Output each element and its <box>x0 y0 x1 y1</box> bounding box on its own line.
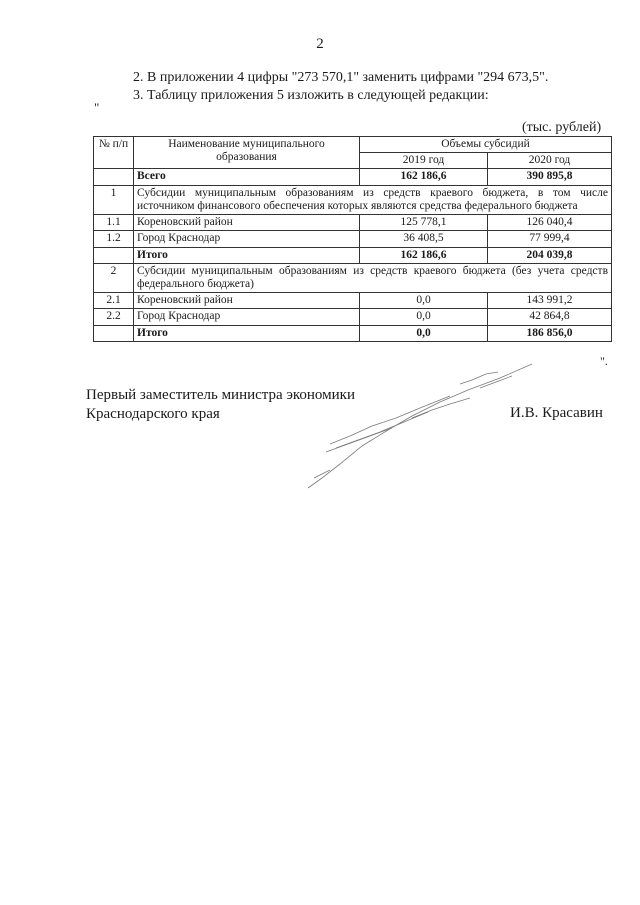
paragraph-item-3: 3. Таблицу приложения 5 изложить в следующей редакции: <box>133 88 489 103</box>
row-2020: 143 991,2 <box>488 293 612 309</box>
row-name: Город Краснодар <box>134 231 360 247</box>
row-num: 1.2 <box>94 231 134 247</box>
section-1-num: 1 <box>94 185 134 214</box>
row-num: 1.1 <box>94 215 134 231</box>
table-row <box>94 293 612 309</box>
signer-title-line-1: Первый заместитель министра экономики <box>86 387 355 403</box>
row-name: Город Краснодар <box>134 309 360 325</box>
header-year-2019: 2019 год <box>360 153 488 169</box>
table-row <box>94 231 612 247</box>
signer-name: И.В. Красавин <box>510 405 603 421</box>
row-2019: 0,0 <box>360 309 488 325</box>
row-num: 2.2 <box>94 309 134 325</box>
subtotal-2019: 0,0 <box>360 325 488 341</box>
section-1-text: Субсидии муниципальным образованиям из средств краевого бюджета, в том числе источником финансового обеспечения которых являются средства федерального бюджета <box>134 185 612 214</box>
closing-quote: ". <box>600 354 608 368</box>
header-volumes: Объемы субсидий <box>360 137 612 153</box>
paragraph-item-2: 2. В приложении 4 цифры "273 570,1" заменить цифрами "294 673,5". <box>133 70 549 85</box>
table-header-row <box>94 137 612 153</box>
row-2019: 0,0 <box>360 293 488 309</box>
subtotal-label: Итого <box>134 247 360 263</box>
section-2-subtotal-row <box>94 325 612 341</box>
header-name: Наименование муниципального образования <box>134 137 360 169</box>
section-1-row <box>94 185 612 214</box>
row-2020: 126 040,4 <box>488 215 612 231</box>
row-2020: 42 864,8 <box>488 309 612 325</box>
subtotal-2020: 204 039,8 <box>488 247 612 263</box>
row-num: 2.1 <box>94 293 134 309</box>
table-row-total <box>94 169 612 185</box>
signer-title-line-2: Краснодарского края <box>86 406 220 422</box>
units-label: (тыс. рублей) <box>522 120 602 135</box>
table-row <box>94 215 612 231</box>
row-2019: 125 778,1 <box>360 215 488 231</box>
subtotal-2020: 186 856,0 <box>488 325 612 341</box>
total-2020: 390 895,8 <box>488 169 612 185</box>
row-2019: 36 408,5 <box>360 231 488 247</box>
row-2020: 77 999,4 <box>488 231 612 247</box>
header-num: № п/п <box>94 137 134 169</box>
total-label: Всего <box>134 169 360 185</box>
page-number: 2 <box>316 36 324 52</box>
signature-image <box>300 360 540 490</box>
section-1-subtotal-row <box>94 247 612 263</box>
opening-quote: " <box>94 100 100 115</box>
table-row <box>94 309 612 325</box>
header-year-2020: 2020 год <box>488 153 612 169</box>
section-2-row <box>94 263 612 292</box>
row-name: Кореновский район <box>134 215 360 231</box>
section-2-text: Субсидии муниципальным образованиям из средств краевого бюджета (без учета средств федерального бюджета) <box>134 263 612 292</box>
subtotal-2019: 162 186,6 <box>360 247 488 263</box>
subsidy-table <box>93 136 612 342</box>
subtotal-label: Итого <box>134 325 360 341</box>
row-name: Кореновский район <box>134 293 360 309</box>
section-2-num: 2 <box>94 263 134 292</box>
total-2019: 162 186,6 <box>360 169 488 185</box>
